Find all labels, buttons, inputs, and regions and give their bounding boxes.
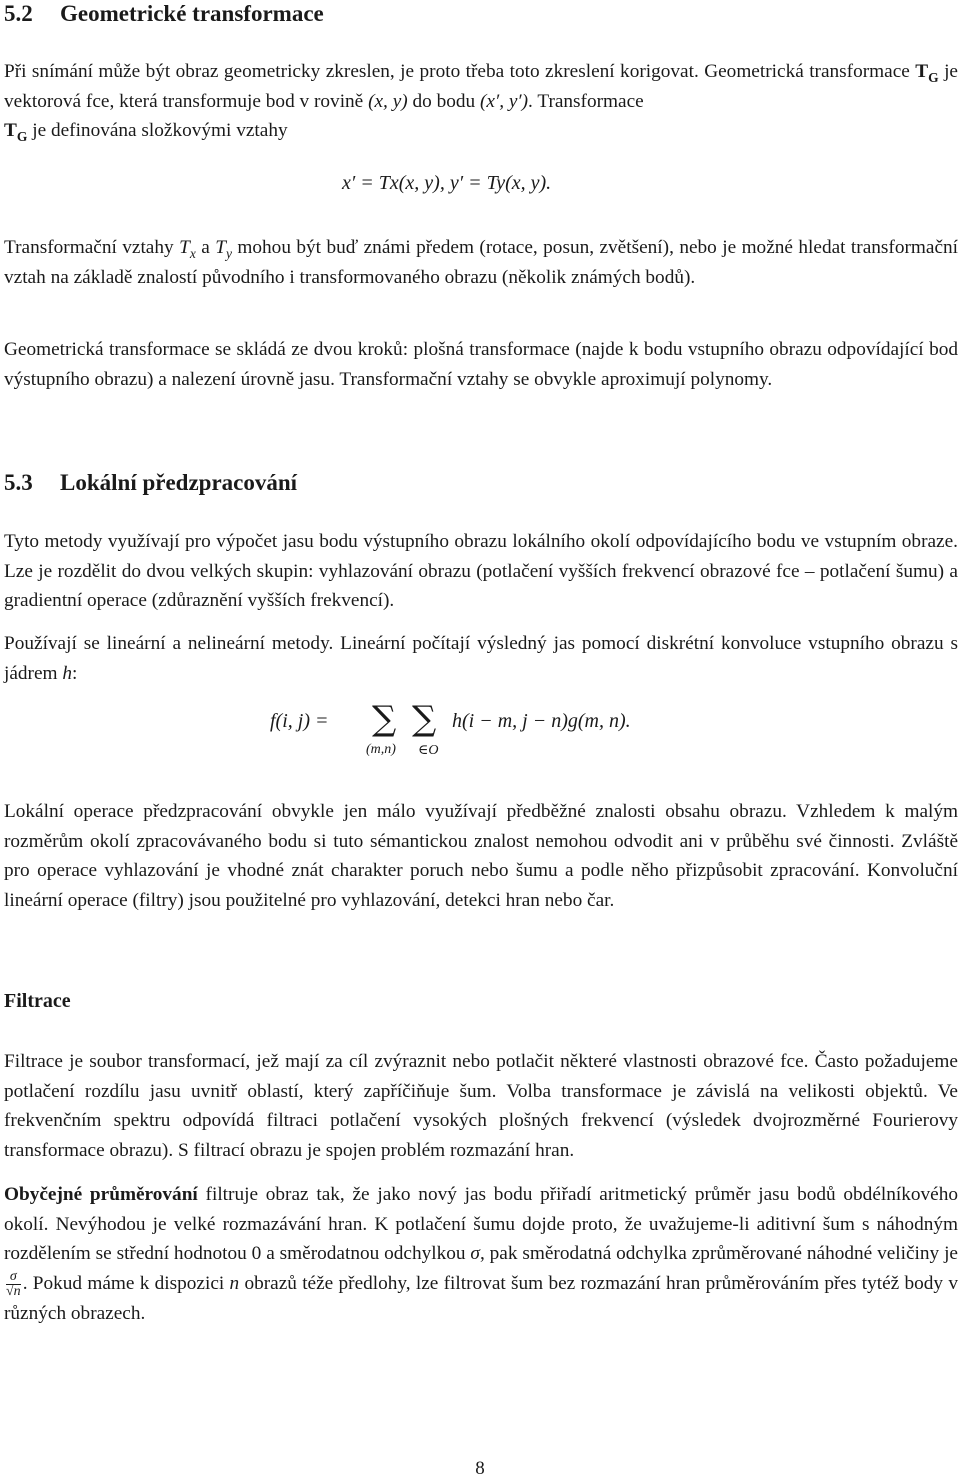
equation-text: x′ = Tx(x, y), y′ = Ty(x, y). — [342, 172, 552, 194]
math-ty: $T_y$ — [215, 237, 232, 261]
paragraph-geometric-intro — [4, 57, 958, 146]
equation-component-relations — [342, 170, 551, 196]
text-run: je definována složkovými vztahy — [27, 120, 288, 141]
paragraph-transform-relations: Transformační vztahy $T_x$ a $T_y$ mohou být buď známi předem (rotace, posun, zvětšení), nebo je možné hledat transformační vztah na základě znalostí původního i transformovaného obrazu (několik známých bodů). — [4, 237, 958, 288]
text-run: je vektorová fce, která transformuje bod v rovině — [4, 61, 958, 112]
subheading-filtrace: Filtrace — [4, 990, 71, 1012]
text-run: Při snímání může být obraz geometricky zkreslen, je proto třeba toto zkreslení korigovat. Geometrická transformace — [4, 61, 916, 82]
paragraph-local-operations: Lokální operace předzpracování obvykle jen málo využívají předběžné znalosti obsahu obrazu. Vzhledem k malým rozměrům okolí zpracovávaného bodu si tuto sémantickou znalost nemohou odvodit ani v průběhu své činnosti. Zvláště pro operace vyhlazování je vhodné znát charakter poruch nebo šumu a podle něho přizpůsobit zpracování. Konvoluční lineární operace (filtry) jsou použitelné pro vyhlazování, detekci hran nebo čar. — [4, 801, 958, 911]
section-title: Lokální předzpracování — [60, 470, 298, 495]
math-n: n — [229, 1272, 240, 1294]
sum-symbol: ∑ — [412, 699, 437, 739]
paragraph-local-methods: Tyto metody využívají pro výpočet jasu bodu výstupního obrazu lokálního okolí odpovídajícího bodu ve vstupním obraze. Lze je rozdělit do dvou velkých skupin: vyhlazování obrazu (potlačení vyšších frekvencí obrazové fce – potlačení šumu) a gradientní operace (zdůraznění vyšších frekvencí). — [4, 531, 958, 611]
math-xy: (x, y) — [368, 90, 408, 112]
paragraph-averaging: Obyčejné průměrování filtruje obraz tak, že jako nový jas bodu přiřadí aritmetický průměr jasu bodů obdélníkového okolí. Nevýhodou je velké rozmazávání hran. K potlačení šumu dojde proto, že uvažujeme-li aditivní šum s náhodným rozdělením se střední hodnotou 0 a směrodatnou odchylkou σ, pak směrodatná odchylka zprůměrované náhodné veličiny je $\frac{\sigma}{√n}$ . Pokud máme k dispozici n obrazů téže předlohy, lze filtrovat šum bez rozmazání hran průměrováním přes tytéž body v různých obrazech. — [4, 1184, 958, 1324]
page-number: 8 — [475, 1458, 485, 1479]
paragraph-filtrace: Filtrace je soubor transformací, jež mají za cíl zvýraznit nebo potlačit některé vlastnosti obrazové fce. Často požadujeme potlačení rozdílu jasu uvnitř oblastí, který zapříčiňuje šum. Volba transformace je závislá na velikosti objektů. Ve frekvenčním spektru odpovídá filtraci potlačení vysokých plošných frekvencí (výsledek dvojrozměrné Fourierovy transformace obrazu). S filtrací obrazu je spojen problém rozmazání hran. — [4, 1051, 958, 1161]
sum-lower-limit: (m,n) — [366, 742, 396, 757]
paragraph-two-steps: Geometrická transformace se skládá ze dvou kroků: plošná transformace (najde k bodu vstupního obrazu odpovídající bod výstupního obrazu) a nalezení úrovně jasu. Transformační vztahy se obvykle aproximují polynomy. — [4, 339, 958, 390]
section-title: Geometrické transformace — [60, 1, 324, 26]
math-tg: $T_G$ — [4, 120, 28, 144]
term-bold: Obyčejné průměrování — [4, 1184, 198, 1205]
math-tx: $T_x$ — [179, 237, 196, 261]
text-run: do bodu — [407, 90, 480, 112]
fraction-sigma-sqrt-n: $\frac{\sigma}{√n}$ — [6, 1268, 21, 1299]
math-h: h — [62, 662, 72, 684]
equation-convolution — [270, 700, 710, 770]
section-heading-5-2 — [4, 0, 324, 28]
equation-rhs: h(i − m, j − n)g(m, n). — [452, 710, 631, 732]
section-number: 5.3 — [4, 470, 33, 495]
section-number: 5.2 — [4, 1, 33, 26]
section-heading-5-3 — [4, 469, 297, 497]
text-run: . Transformace — [528, 90, 644, 112]
equation-lhs: f(i, j) = — [270, 710, 329, 732]
sum-lower-limit: ∈O — [418, 743, 439, 758]
paragraph-linear-methods: Používají se lineární a nelineární metody. Lineární počítají výsledný jas pomocí diskrétní konvoluce vstupního obrazu s jádrem h: — [4, 633, 958, 684]
math-xpyp: (x′, y′) — [480, 90, 529, 112]
math-sigma: σ — [470, 1243, 480, 1264]
math-tg: $T_G$ — [915, 61, 939, 85]
sum-symbol: ∑ — [372, 699, 397, 739]
